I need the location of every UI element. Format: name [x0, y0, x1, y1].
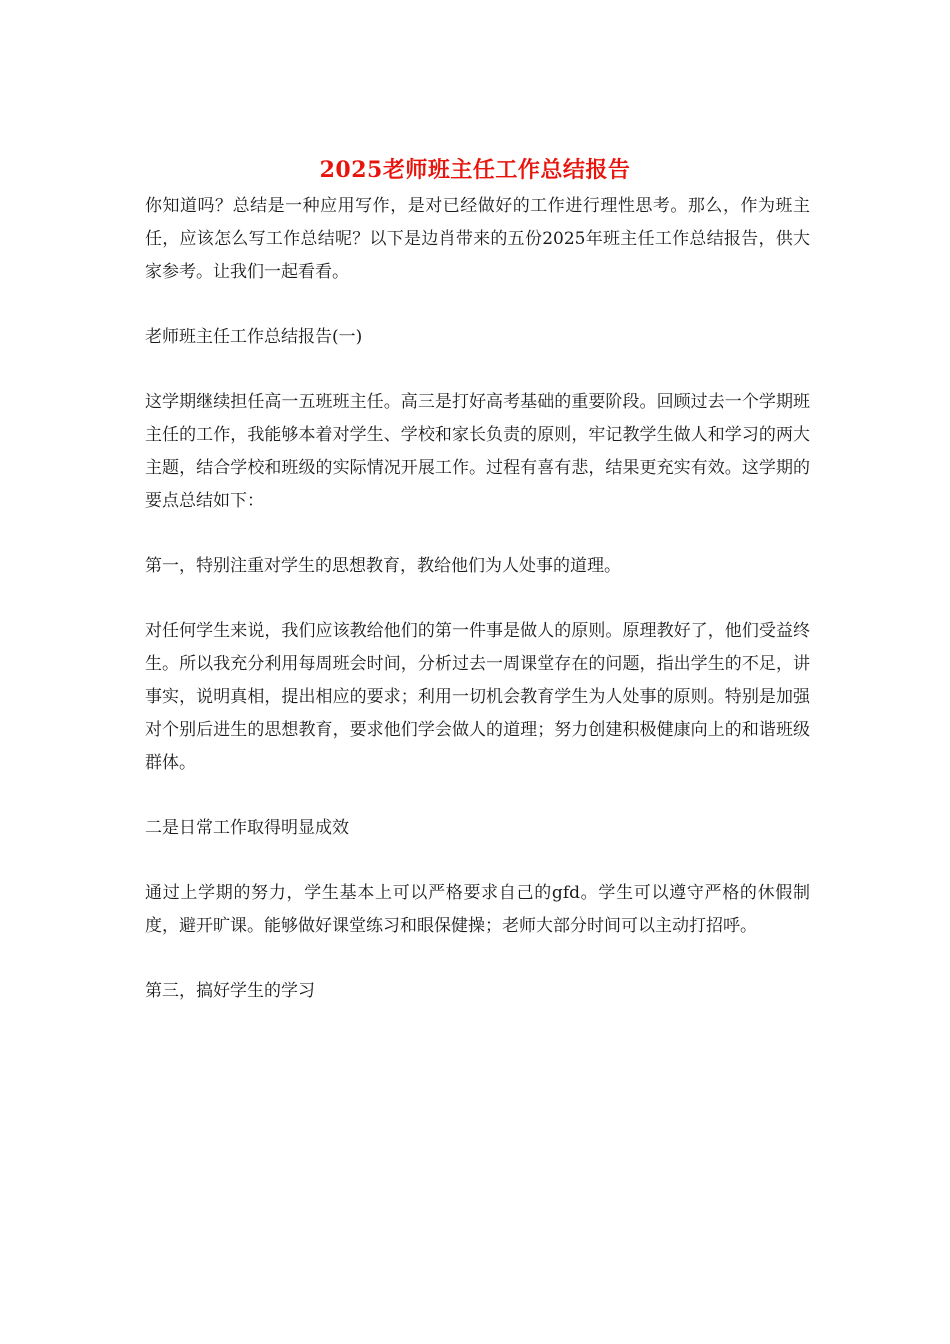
overview-paragraph: 这学期继续担任高一五班班主任。高三是打好高考基础的重要阶段。回顾过去一个学期班主任的工作，我能够本着对学生、学校和家长负责的原则，牢记教学生做人和学习的两大主题，结合学校和班级的实际情况开展工作。过程有喜有悲，结果更充实有效。这学期的要点总结如下：: [145, 392, 810, 511]
point-1-paragraph: 对任何学生来说，我们应该教给他们的第一件事是做人的原则。原理教好了，他们受益终生。所以我充分利用每周班会时间，分析过去一周课堂存在的问题，指出学生的不足，讲事实，说明真相，提出相应的要求；利用一切机会教育学生为人处事的原则。特别是加强对个别后进生的思想教育，要求他们学会做人的道理；努力创建积极健康向上的和谐班级群体。: [145, 621, 810, 773]
document-title: 2025老师班主任工作总结报告: [319, 157, 631, 183]
section-heading-report-1: 老师班主任工作总结报告(一): [145, 327, 363, 347]
point-2-paragraph: 通过上学期的努力，学生基本上可以严格要求自己的gfd。学生可以遵守严格的休假制度，避开旷课。能够做好课堂练习和眼保健操；老师大部分时间可以主动打招呼。: [145, 883, 810, 936]
document-body: [145, 190, 810, 1040]
point-2-heading: 二是日常工作取得明显成效: [145, 818, 349, 838]
point-1-heading: 第一，特别注重对学生的思想教育，教给他们为人处事的道理。: [145, 556, 621, 576]
intro-paragraph: 你知道吗？总结是一种应用写作，是对已经做好的工作进行理性思考。那么，作为班主任，应该怎么写工作总结呢？以下是边肖带来的五份2025年班主任工作总结报告，供大家参考。让我们一起看看。: [145, 196, 810, 282]
point-3-heading: 第三，搞好学生的学习: [145, 981, 315, 1001]
